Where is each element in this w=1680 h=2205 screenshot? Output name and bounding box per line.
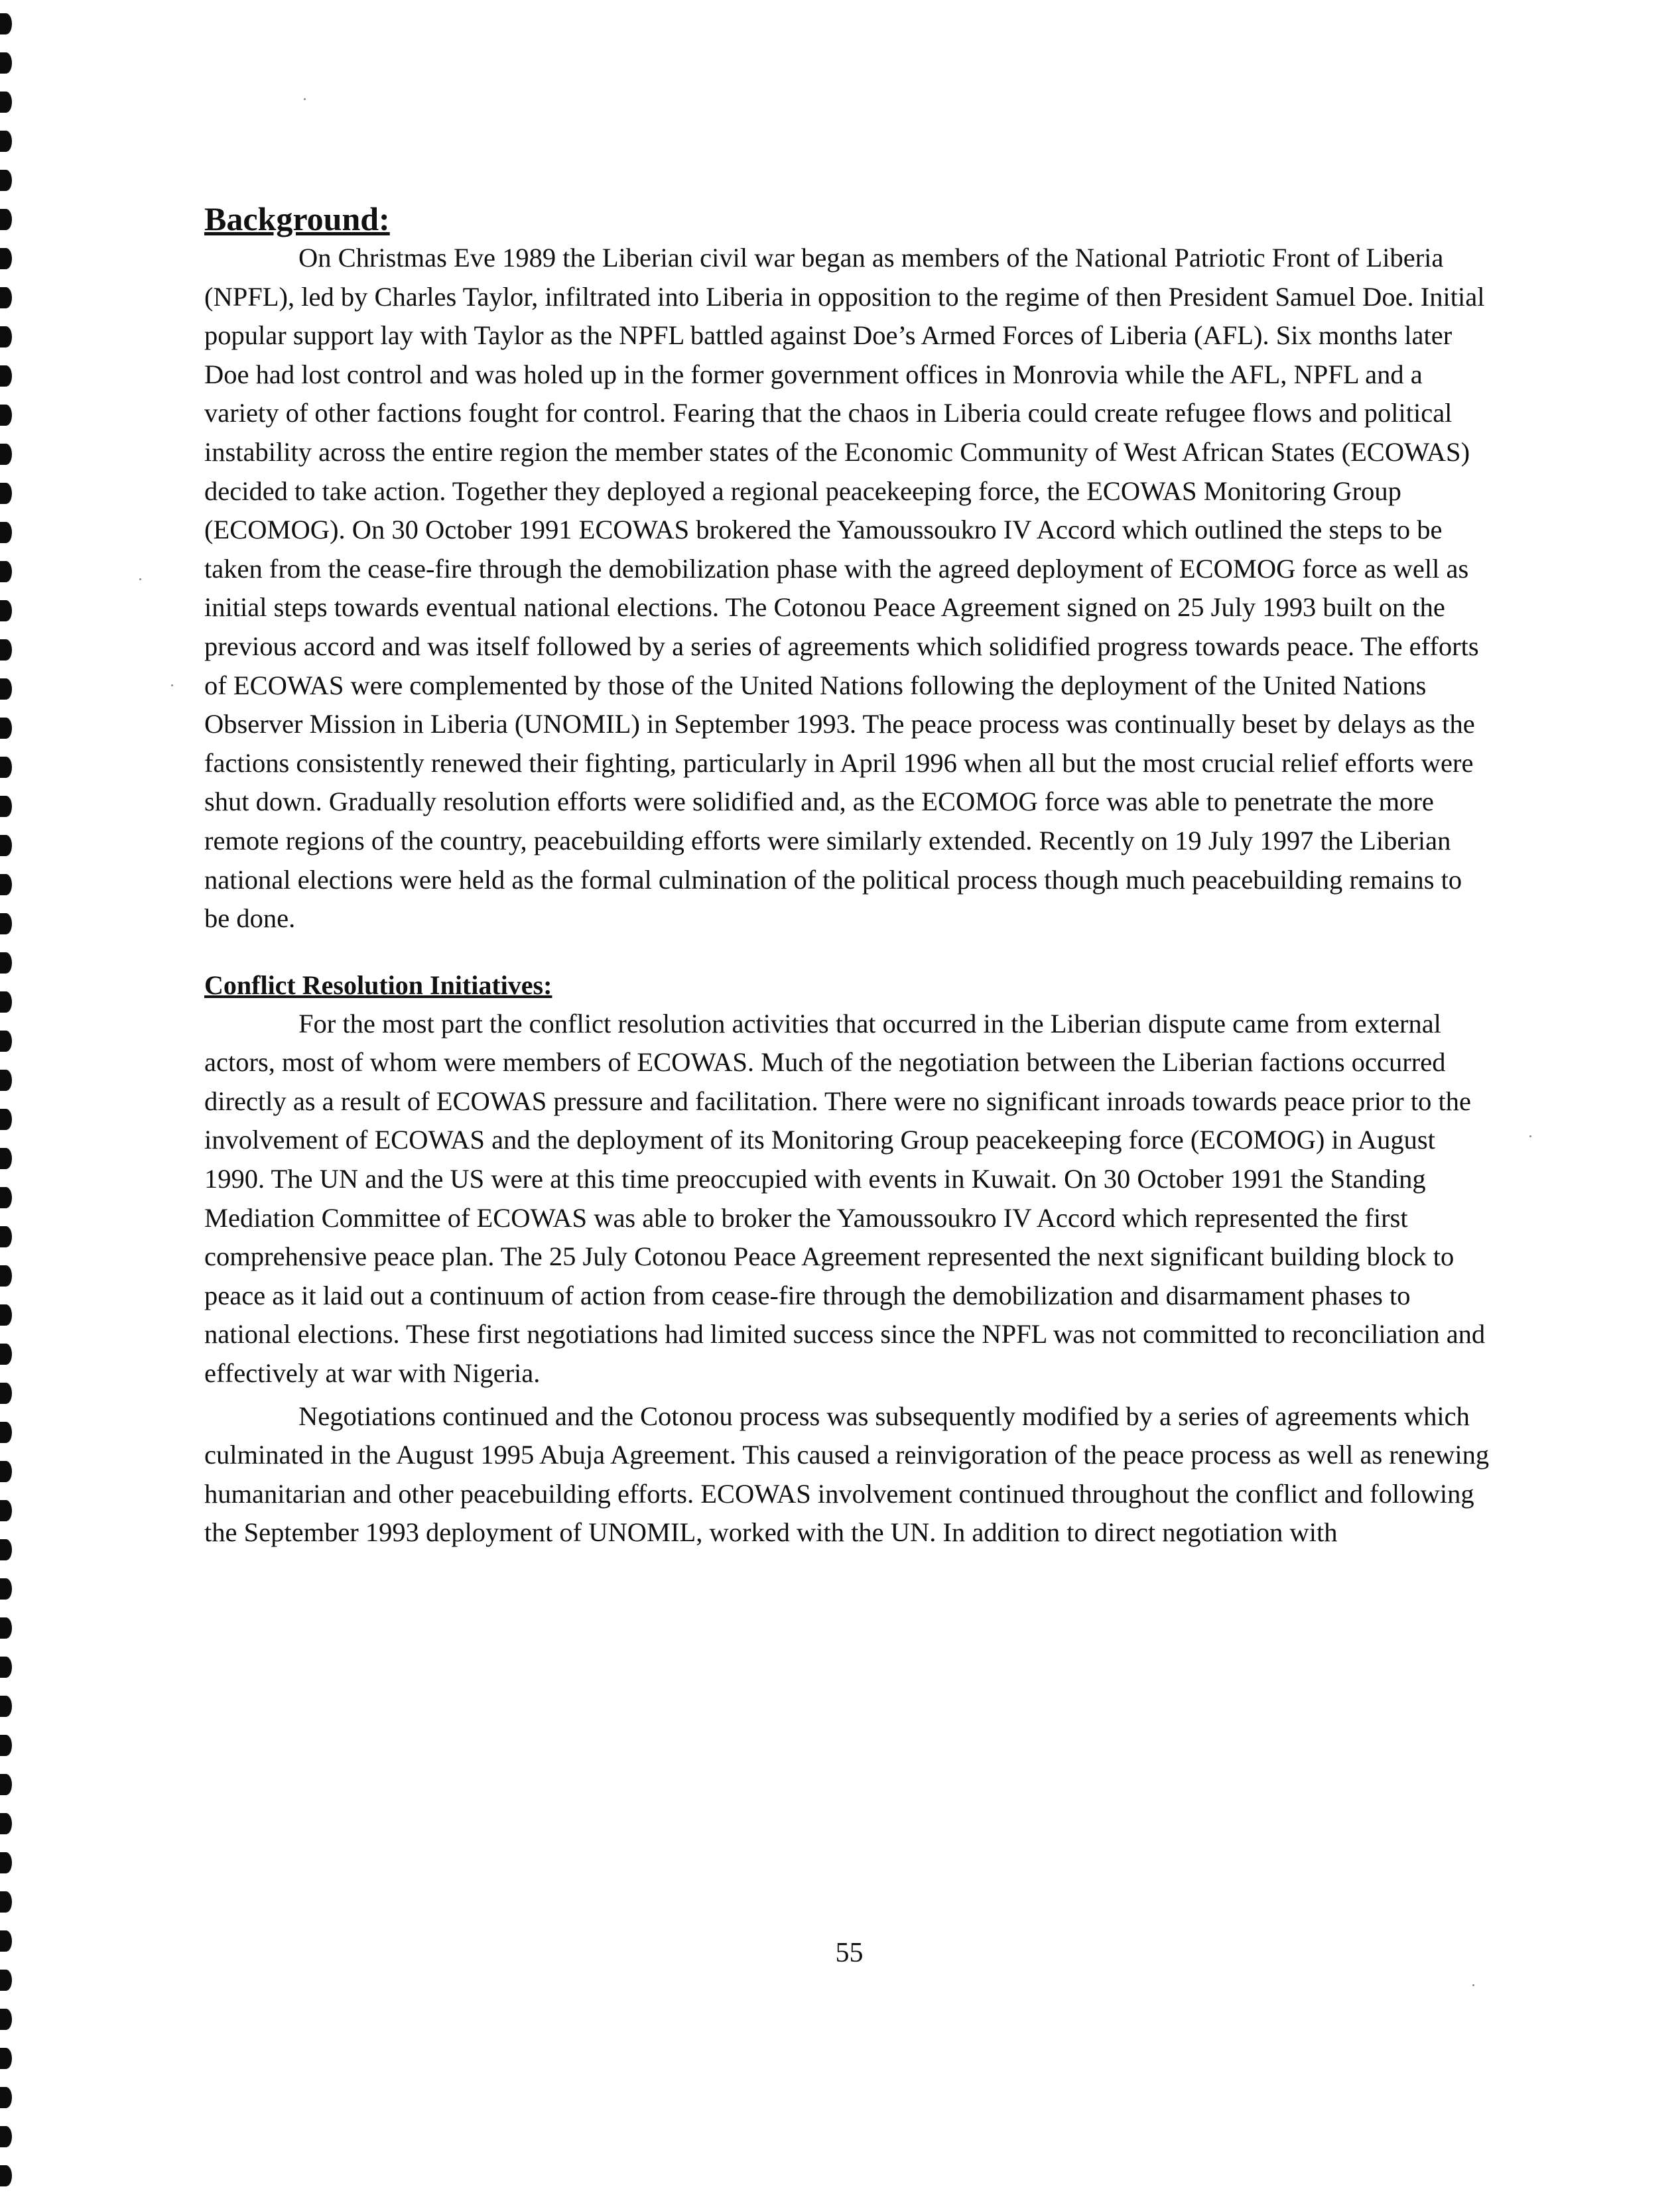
section-heading-background: Background: [204, 200, 390, 237]
binding-hole [0, 600, 12, 621]
binding-hole [0, 1500, 12, 1521]
binding-hole [0, 2087, 12, 2108]
binding-hole [0, 365, 12, 387]
binding-hole [0, 991, 12, 1013]
binding-hole [0, 13, 12, 34]
binding-hole [0, 678, 12, 700]
binding-hole [0, 1265, 12, 1287]
binding-hole [0, 1852, 12, 1873]
binding-hole [0, 209, 12, 230]
binding-hole [0, 52, 12, 74]
binding-hole [0, 796, 12, 817]
background-paragraph: On Christmas Eve 1989 the Liberian civil war began as members of the National Patriotic Front of Liberia (NPFL), led by Charles Taylor, infiltrated into Liberia in opposition to the regime of then President Samuel Doe. Initial popular support lay with Taylor as the NPFL battled against Doe’s Armed Forces of Liberia (AFL). Six months later Doe had lost control and was holed up in the former government offices in Monrovia while the AFL, NPFL and a variety of other factions fought for control. Fearing that the chaos in Liberia could create refugee flows and political instability across the entire region the member states of the Economic Community of West African States (ECOWAS) decided to take action. Together they deployed a regional peacekeeping force, the ECOWAS Monitoring Group (ECOMOG). On 30 October 1991 ECOWAS brokered the Yamoussoukro IV Accord which outlined the steps to be taken from the cease-fire through the demobilization phase with the agreed deployment of ECOMOG force as well as initial steps towards eventual national elections. The Cotonou Peace Agreement signed on 25 July 1993 built on the previous accord and was itself followed by a series of agreements which solidified progress towards peace. The efforts of ECOWAS were complemented by those of the United Nations following the deployment of the United Nations Observer Mission in Liberia (UNOMIL) in September 1993. The peace process was continually beset by delays as the factions consistently renewed their fighting, particularly in April 1996 when all but the most crucial relief efforts were shut down. Gradually resolution efforts were solidified and, as the ECOMOG force was able to penetrate the more remote regions of the country, peacebuilding efforts were similarly extended. Recently on 19 July 1997 the Liberian national elections were held as the formal culmination of the political process though much peacebuilding remains to be done. [204, 243, 1485, 934]
binding-hole [0, 483, 12, 504]
binding-hole [0, 326, 12, 347]
binding-hole [0, 1578, 12, 1600]
binding-hole [0, 1774, 12, 1795]
binding-hole [0, 444, 12, 465]
conflict-resolution-paragraph-2: Negotiations continued and the Cotonou process was subsequently modified by a series of agreements which culminated in the August 1995 Abuja Agreement. This caused a reinvigoration of the peace process as well as renewing humanitarian and other peacebuilding efforts. ECOWAS involvement continued throughout the conflict and following the September 1993 deployment of UNOMIL, worked with the UN. In addition to direct negotiation with [204, 1401, 1490, 1548]
scan-speck [1472, 1984, 1474, 1986]
binding-hole [0, 405, 12, 426]
binding-hole [0, 1109, 12, 1130]
binding-hole [0, 1735, 12, 1756]
scan-speck [139, 578, 141, 580]
binding-hole [0, 757, 12, 778]
page-body [204, 199, 1491, 1552]
binding-hole [0, 1813, 12, 1834]
binding-hole [0, 1696, 12, 1717]
binding-hole [0, 1383, 12, 1404]
binding-hole [0, 874, 12, 895]
scan-speck [304, 98, 306, 100]
binding-hole [0, 952, 12, 974]
binding-hole [0, 1226, 12, 1247]
binding-hole [0, 835, 12, 856]
binding-hole [0, 1304, 12, 1326]
binding-hole [0, 1539, 12, 1560]
binding-holes [0, 13, 21, 2202]
section-heading-conflict-resolution: Conflict Resolution Initiatives: [204, 970, 552, 1000]
binding-hole [0, 1070, 12, 1091]
binding-hole [0, 1617, 12, 1639]
binding-hole [0, 170, 12, 191]
binding-hole [0, 2009, 12, 2030]
binding-hole [0, 522, 12, 543]
binding-hole [0, 1970, 12, 1991]
binding-hole [0, 1422, 12, 1443]
binding-hole [0, 1031, 12, 1052]
binding-hole [0, 561, 12, 582]
conflict-resolution-paragraph-1: For the most part the conflict resolution activities that occurred in the Liberian dispute came from external actors, most of whom were members of ECOWAS. Much of the negotiation between the Liberian factions occurred directly as a result of ECOWAS pressure and facilitation. There were no significant inroads towards peace prior to the involvement of ECOWAS and the deployment of its Monitoring Group peacekeeping force (ECOMOG) in August 1990. The UN and the US were at this time preoccupied with events in Kuwait. On 30 October 1991 the Standing Mediation Committee of ECOWAS was able to broker the Yamoussoukro IV Accord which represented the first comprehensive peace plan. The 25 July Cotonou Peace Agreement represented the next significant building block to peace as it laid out a continuum of action from cease-fire through the demobilization and disarmament phases to national elections. These first negotiations had limited success since the NPFL was not committed to reconciliation and effectively at war with Nigeria. [204, 1008, 1486, 1389]
binding-hole [0, 1657, 12, 1678]
binding-hole [0, 913, 12, 934]
binding-hole [0, 1891, 12, 1913]
binding-hole [0, 2048, 12, 2069]
scan-speck [1529, 1135, 1531, 1137]
binding-hole [0, 1344, 12, 1365]
binding-hole [0, 2126, 12, 2147]
binding-hole [0, 248, 12, 269]
binding-hole [0, 92, 12, 113]
binding-hole [0, 639, 12, 661]
binding-hole [0, 1148, 12, 1169]
scan-speck [171, 684, 173, 686]
page-number: 55 [835, 1938, 864, 1968]
binding-hole [0, 131, 12, 152]
binding-hole [0, 718, 12, 739]
binding-hole [0, 1187, 12, 1208]
binding-hole [0, 2165, 12, 2186]
binding-hole [0, 1461, 12, 1482]
binding-hole [0, 287, 12, 308]
